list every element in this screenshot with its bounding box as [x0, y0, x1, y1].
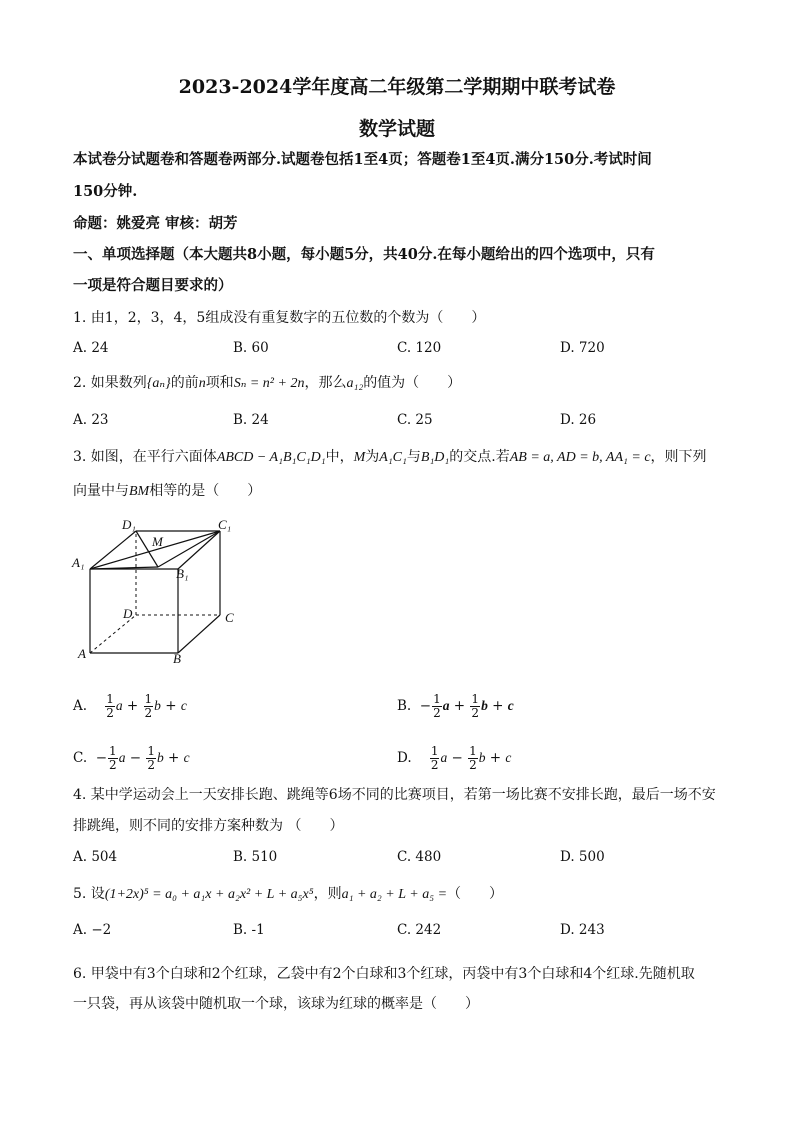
label-c1: C₁ [218, 517, 232, 532]
label-d: D [123, 606, 133, 621]
half-fraction: $\frac{1}{2}$ [106, 692, 114, 720]
label-a: A [78, 646, 86, 661]
half-fraction: $\frac{1}{2}$ [433, 692, 441, 720]
q4-option-b: B. 510 [233, 849, 278, 865]
q2-sum-formula: Sₙ = n² + 2n [233, 376, 305, 391]
intro-line-1: 本试卷分试题卷和答题卷两部分.试题卷包括1至4页；答题卷1至4页.满分150分.考试时间 [73, 151, 652, 168]
q3-option-b-letter: B. [397, 698, 412, 714]
q2-stem [73, 373, 733, 394]
q5-sum: a₁ + a₂ + L + a₅ = [341, 887, 448, 902]
q3-option-d-letter: D. [397, 750, 412, 766]
q3-point-m: M [353, 450, 366, 465]
section1-heading-line-2: 一项是符合题目要求的） [73, 277, 233, 294]
section1-heading-line-1: 一、单项选择题（本大题共8小题，每小题5分，共40分.在每小题给出的四个选项中，只有 [73, 246, 655, 263]
q2-stem-text-b: 的前 [170, 375, 199, 391]
q2-n: n [198, 376, 206, 391]
q5-text-b: ，则 [313, 886, 342, 902]
q1-option-c: C. 120 [397, 340, 442, 356]
q4-option-a: A. 504 [73, 849, 118, 865]
q5-option-d: D. 243 [560, 922, 605, 938]
edge-b1-c1 [158, 531, 220, 567]
q5-expansion: (1+2x)⁵ = a₀ + a₁x + a₂x² + L + a₅x⁵ [104, 887, 314, 902]
q3-vector-bm: BM [129, 484, 150, 499]
q2-option-c: C. 25 [397, 412, 433, 428]
q3-stem-line-2 [73, 481, 733, 502]
q3-text-d: 与 [406, 449, 421, 465]
q3-option-c: C. − $\frac{1}{2}$ a − $\frac{1}{2}$ b + c [73, 744, 190, 772]
q2-sequence: {aₙ} [146, 376, 171, 391]
q2-option-d: D. 26 [560, 412, 597, 428]
q6-stem-line-2: 一只袋，再从该袋中随机取一个球，该球为红球的概率是（ ） [73, 996, 479, 1012]
authors-line: 命题：姚爱亮 审核：胡芳 [73, 215, 238, 232]
exam-title: 2023-2024学年度高二年级第二学期期中联考试卷 [178, 76, 616, 98]
half-fraction: $\frac{1}{2}$ [147, 744, 155, 772]
q3-text-b: 中， [325, 449, 354, 465]
q3-option-d: D. $\frac{1}{2}$ a − $\frac{1}{2}$ b + c [397, 744, 512, 772]
q1-option-b: B. 60 [233, 340, 269, 356]
q2-target-term: a₁₂ [346, 376, 364, 391]
q3-stem-line-1 [73, 447, 733, 468]
q3-text-a: 3. 如图，在平行六面体 [73, 449, 217, 465]
q5-text-a: 5. 设 [73, 886, 105, 902]
half-fraction: $\frac{1}{2}$ [144, 692, 153, 720]
q4-stem-line-1: 4. 某中学运动会上一天安排长跑、跳绳等6场不同的比赛项目，若第一场比赛不安排长跑，最后一场不安 [73, 787, 716, 803]
q5-option-a: A. −2 [73, 922, 112, 938]
label-b1: B₁ [176, 566, 189, 581]
q4-option-d: D. 500 [560, 849, 605, 865]
q3-solid: ABCD − A₁B₁C₁D₁ [216, 450, 326, 465]
q4-option-c: C. 480 [397, 849, 442, 865]
q3-diagonal-bd: B₁D₁ [420, 450, 450, 465]
parallelepiped-figure [70, 512, 250, 672]
q1-option-d: D. 720 [560, 340, 605, 356]
q3-line2-a: 向量中与 [73, 483, 129, 499]
q3-option-a-letter: A. [73, 698, 88, 714]
q3-option-b: B. − $\frac{1}{2}$ a + $\frac{1}{2}$ b + c [397, 692, 514, 720]
q6-stem-line-1: 6. 甲袋中有3个白球和2个红球，乙袋中有2个白球和3个红球，丙袋中有3个白球和4个红球.先随机取 [73, 966, 695, 982]
q5-text-c: （ ） [447, 886, 504, 902]
q2-option-b: B. 24 [233, 412, 269, 428]
half-fraction: $\frac{1}{2}$ [471, 692, 480, 720]
q3-line2-b: 相等的是（ ） [149, 483, 262, 499]
intro-line-2: 150分钟. [73, 183, 138, 200]
label-c: C [225, 610, 234, 625]
q2-stem-text-e: 的值为（ ） [363, 375, 462, 391]
q3-option-c-letter: C. [73, 750, 88, 766]
q5-stem [73, 884, 733, 905]
q1-option-a: A. 24 [73, 340, 109, 356]
q5-option-c: C. 242 [397, 922, 442, 938]
q3-text-c: 为 [365, 449, 380, 465]
label-a1: A₁ [72, 555, 85, 570]
edge-b-c [178, 615, 220, 653]
q4-stem-line-2: 排跳绳，则不同的安排方案种数为 （ ） [73, 818, 344, 834]
half-fraction: $\frac{1}{2}$ [469, 744, 477, 772]
q2-stem-text-a: 2. 如果数列 [73, 375, 147, 391]
q1-stem: 1. 由1，2，3，4，5组成没有重复数字的五位数的个数为（ ） [73, 310, 486, 326]
q3-vector-defs: AB = a, AD = b, AA₁ = c [509, 450, 651, 465]
q2-stem-text-d: ，那么 [304, 375, 347, 391]
half-fraction: $\frac{1}{2}$ [109, 744, 117, 772]
q2-option-a: A. 23 [73, 412, 109, 428]
edge-a1-d1 [90, 531, 136, 569]
q3-option-a: A. $\frac{1}{2}$ a + $\frac{1}{2}$ b + c [73, 692, 187, 720]
q3-text-f: ，则下列 [650, 449, 707, 465]
half-fraction: $\frac{1}{2}$ [430, 744, 439, 772]
q3-diagonal-ac: A₁C₁ [379, 450, 407, 465]
label-b: B [173, 651, 181, 666]
q3-text-e: 的交点.若 [449, 449, 510, 465]
q5-option-b: B. -1 [233, 922, 265, 938]
q2-stem-text-c: 项和 [205, 375, 234, 391]
exam-subtitle: 数学试题 [358, 118, 435, 140]
label-d1: D₁ [122, 517, 136, 532]
label-m: M [152, 534, 163, 549]
